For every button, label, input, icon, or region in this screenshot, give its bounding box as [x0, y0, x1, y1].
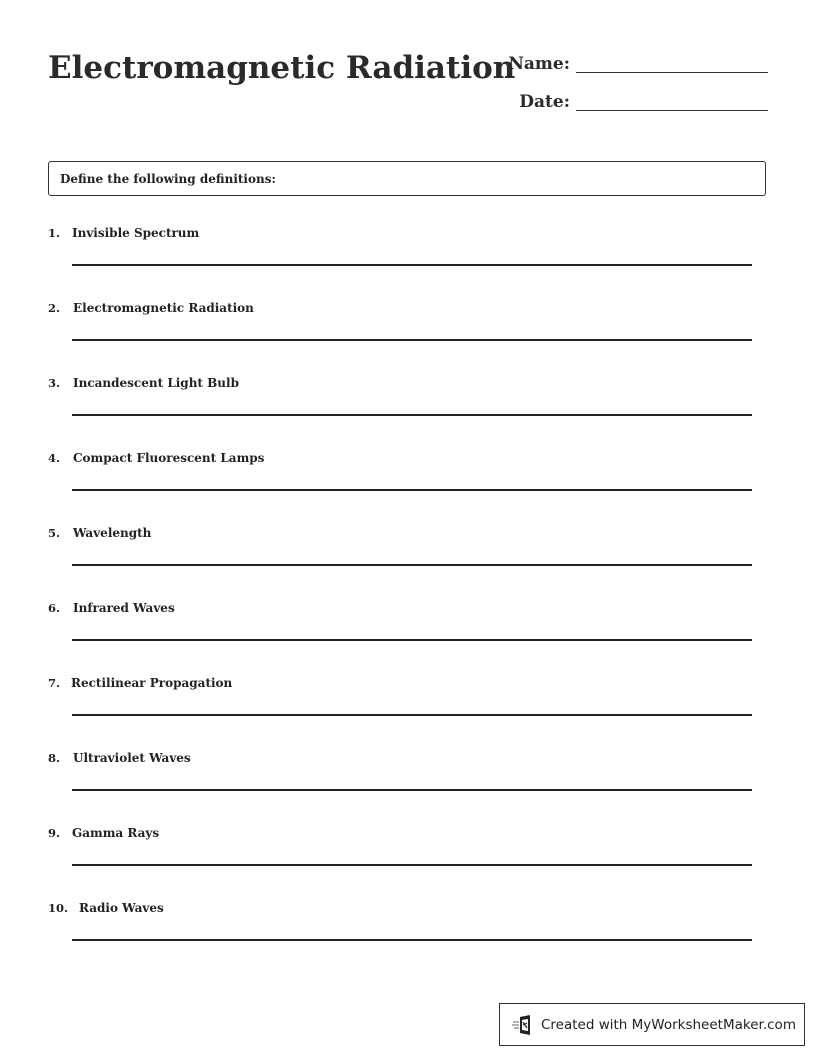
item-term: Wavelength [73, 526, 152, 540]
answer-line[interactable] [72, 789, 752, 791]
item-number: 8. [48, 751, 61, 765]
item-number: 4. [48, 451, 61, 465]
item-number: 10. [48, 901, 69, 915]
answer-line[interactable] [72, 264, 752, 266]
item-term: Gamma Rays [72, 826, 160, 840]
name-field [500, 54, 768, 74]
name-input-line[interactable] [576, 71, 768, 73]
worksheet-title: Electromagnetic Radiation [48, 50, 516, 86]
answer-line[interactable] [72, 939, 752, 941]
answer-line[interactable] [72, 714, 752, 716]
date-label: Date: [519, 92, 570, 112]
item-number: 5. [48, 526, 61, 540]
item-term: Incandescent Light Bulb [73, 376, 239, 390]
item-term: Rectilinear Propagation [71, 676, 233, 690]
created-with-badge[interactable] [499, 1003, 805, 1046]
answer-line[interactable] [72, 639, 752, 641]
footer-text: Created with MyWorksheetMaker.com [541, 1016, 796, 1033]
answer-line[interactable] [72, 864, 752, 866]
item-number: 2. [48, 301, 61, 315]
answer-line[interactable] [72, 564, 752, 566]
answer-line[interactable] [72, 339, 752, 341]
instructions-text: Define the following definitions: [60, 171, 276, 186]
instructions-box [48, 161, 766, 196]
worksheet-maker-logo-icon [512, 1014, 534, 1036]
answer-line[interactable] [72, 414, 752, 416]
item-number: 7. [48, 676, 61, 690]
item-term: Infrared Waves [73, 601, 175, 615]
answer-line[interactable] [72, 489, 752, 491]
item-term: Invisible Spectrum [72, 226, 200, 240]
name-label: Name: [508, 54, 570, 74]
item-term: Compact Fluorescent Lamps [73, 451, 265, 465]
item-number: 1. [48, 226, 61, 240]
item-term: Radio Waves [79, 901, 164, 915]
item-term: Ultraviolet Waves [73, 751, 191, 765]
item-term: Electromagnetic Radiation [73, 301, 254, 315]
date-input-line[interactable] [576, 109, 768, 111]
item-number: 3. [48, 376, 61, 390]
item-number: 9. [48, 826, 61, 840]
item-number: 6. [48, 601, 61, 615]
date-field [500, 92, 768, 112]
